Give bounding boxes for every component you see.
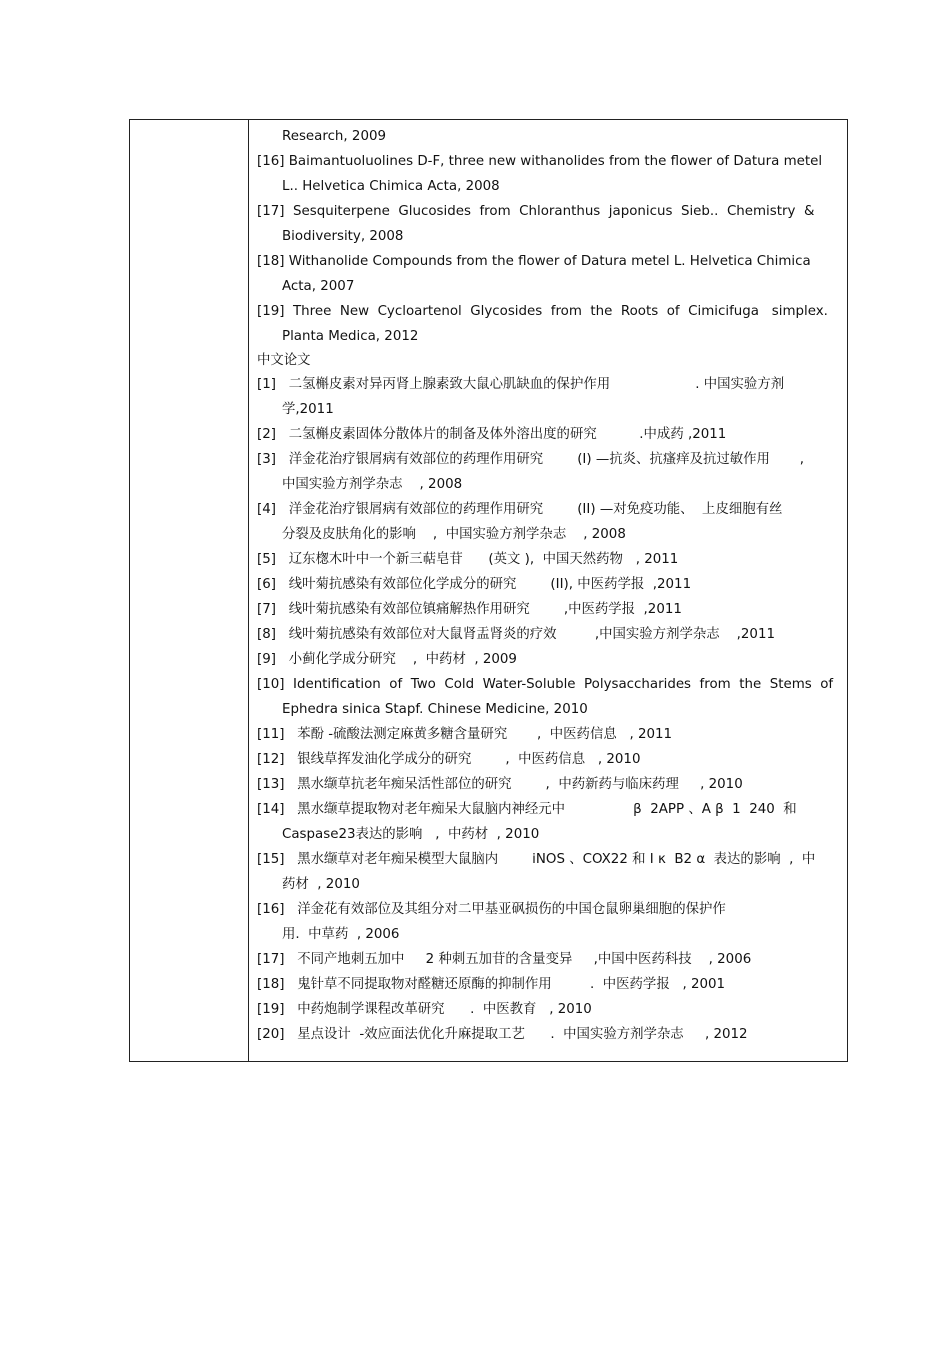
reference-line: [15] 黑水缬草对老年痴呆模型大鼠脑内 iNOS 、COX22 和 I κ B2 α 表达的影响 , 中 bbox=[257, 852, 816, 867]
reference-continuation: Biodiversity, 2008 bbox=[282, 229, 404, 244]
reference-line: [8] 线叶菊抗感染有效部位对大鼠肾盂肾炎的疗效 ,中国实验方剂学杂志 ,2011 bbox=[257, 627, 775, 642]
reference-item bbox=[257, 797, 839, 847]
reference-item bbox=[257, 647, 839, 672]
reference-line: [1] 二氢槲皮素对异丙肾上腺素致大鼠心肌缺血的保护作用 . 中国实验方剂 bbox=[257, 377, 785, 392]
reference-item bbox=[257, 672, 839, 722]
reference-line: [10] Identification of Two Cold Water-Soluble Polysaccharides from the Stems of bbox=[257, 677, 834, 692]
reference-item bbox=[257, 572, 839, 597]
reference-line: [4] 洋金花治疗银屑病有效部位的药理作用研究 (II) —对免疫功能、 上皮细胞有丝 bbox=[257, 502, 783, 517]
reference-line: [14] 黑水缬草提取物对老年痴呆大鼠脑内神经元中 β 2APP 、A β 1 240 和 bbox=[257, 802, 797, 817]
reference-item bbox=[257, 772, 839, 797]
reference-line: [12] 银线草挥发油化学成分的研究 , 中医药信息 , 2010 bbox=[257, 752, 641, 767]
reference-item bbox=[257, 897, 839, 947]
reference-line: [13] 黑水缬草抗老年痴呆活性部位的研究 , 中药新药与临床药理 , 2010 bbox=[257, 777, 743, 792]
reference-item bbox=[257, 372, 839, 422]
reference-line: [17] Sesquiterpene Glucosides from Chloranthus japonicus Sieb.. Chemistry & bbox=[257, 204, 815, 219]
reference-item bbox=[257, 722, 839, 747]
reference-line: [9] 小蓟化学成分研究 , 中药材 , 2009 bbox=[257, 652, 517, 667]
reference-continuation: 中国实验方剂学杂志 , 2008 bbox=[282, 477, 463, 492]
reference-line: [16] Baimantuoluolines D-F, three new withanolides from the flower of Datura metel bbox=[257, 154, 823, 169]
reference-line: [17] 不同产地刺五加中 2 种刺五加苷的含量变异 ,中国中医药科技 , 2006 bbox=[257, 952, 752, 967]
reference-item bbox=[257, 747, 839, 772]
reference-item bbox=[257, 124, 839, 149]
reference-item bbox=[257, 447, 839, 497]
reference-item bbox=[257, 597, 839, 622]
english-references bbox=[257, 124, 839, 349]
reference-line: [18] Withanolide Compounds from the flower of Datura metel L. Helvetica Chimica bbox=[257, 254, 811, 269]
reference-line: [19] 中药炮制学课程改革研究 . 中医教育 , 2010 bbox=[257, 1002, 592, 1017]
reference-continuation: Planta Medica, 2012 bbox=[282, 329, 419, 344]
reference-item bbox=[257, 199, 839, 249]
table-frame bbox=[129, 119, 848, 1062]
reference-continuation: 学,2011 bbox=[282, 402, 334, 417]
reference-line: [6] 线叶菊抗感染有效部位化学成分的研究 (II), 中医药学报 ,2011 bbox=[257, 577, 692, 592]
reference-line: [7] 线叶菊抗感染有效部位镇痛解热作用研究 ,中医药学报 ,2011 bbox=[257, 602, 682, 617]
section-title-chinese-papers: 中文论文 bbox=[257, 353, 311, 368]
reference-continuation: L.. Helvetica Chimica Acta, 2008 bbox=[282, 179, 500, 194]
reference-continuation: Caspase23表达的影响 , 中药材 , 2010 bbox=[282, 827, 540, 842]
reference-item bbox=[257, 422, 839, 447]
reference-line: [5] 辽东楤木叶中一个新三萜皂苷 (英文 ), 中国天然药物 , 2011 bbox=[257, 552, 679, 567]
chinese-references bbox=[257, 372, 839, 1047]
reference-item bbox=[257, 497, 839, 547]
reference-line: [2] 二氢槲皮素固体分散体片的制备及体外溶出度的研究 .中成药 ,2011 bbox=[257, 427, 727, 442]
reference-item bbox=[257, 149, 839, 199]
reference-item bbox=[257, 997, 839, 1022]
reference-item bbox=[257, 249, 839, 299]
references-cell bbox=[249, 120, 847, 1061]
reference-item bbox=[257, 547, 839, 572]
reference-item bbox=[257, 972, 839, 997]
reference-item bbox=[257, 947, 839, 972]
table-left-column bbox=[130, 120, 249, 1061]
reference-item bbox=[257, 299, 839, 349]
reference-item bbox=[257, 622, 839, 647]
reference-continuation: 药材 , 2010 bbox=[282, 877, 360, 892]
reference-line: [11] 苯酚 -硫酸法测定麻黄多糖含量研究 , 中医药信息 , 2011 bbox=[257, 727, 673, 742]
reference-item bbox=[257, 847, 839, 897]
reference-continuation: 分裂及皮肤角化的影响 , 中国实验方剂学杂志 , 2008 bbox=[282, 527, 626, 542]
reference-continuation: 用. 中草药 , 2006 bbox=[282, 927, 400, 942]
reference-line: [16] 洋金花有效部位及其组分对二甲基亚砜损伤的中国仓鼠卵巢细胞的保护作 bbox=[257, 902, 726, 917]
reference-line: [18] 鬼针草不同提取物对醛糖还原酶的抑制作用 . 中医药学报 , 2001 bbox=[257, 977, 726, 992]
reference-continuation: Research, 2009 bbox=[282, 129, 387, 144]
reference-line: [3] 洋金花治疗银屑病有效部位的药理作用研究 (I) —抗炎、抗瘙痒及抗过敏作用 , bbox=[257, 452, 804, 467]
reference-continuation: Acta, 2007 bbox=[282, 279, 355, 294]
reference-continuation: Ephedra sinica Stapf. Chinese Medicine, 2010 bbox=[282, 702, 588, 717]
reference-item bbox=[257, 1022, 839, 1047]
reference-line: [19] Three New Cycloartenol Glycosides from the Roots of Cimicifuga simplex. bbox=[257, 304, 828, 319]
reference-line: [20] 星点设计 -效应面法优化升麻提取工艺 . 中国实验方剂学杂志 , 2012 bbox=[257, 1027, 748, 1042]
